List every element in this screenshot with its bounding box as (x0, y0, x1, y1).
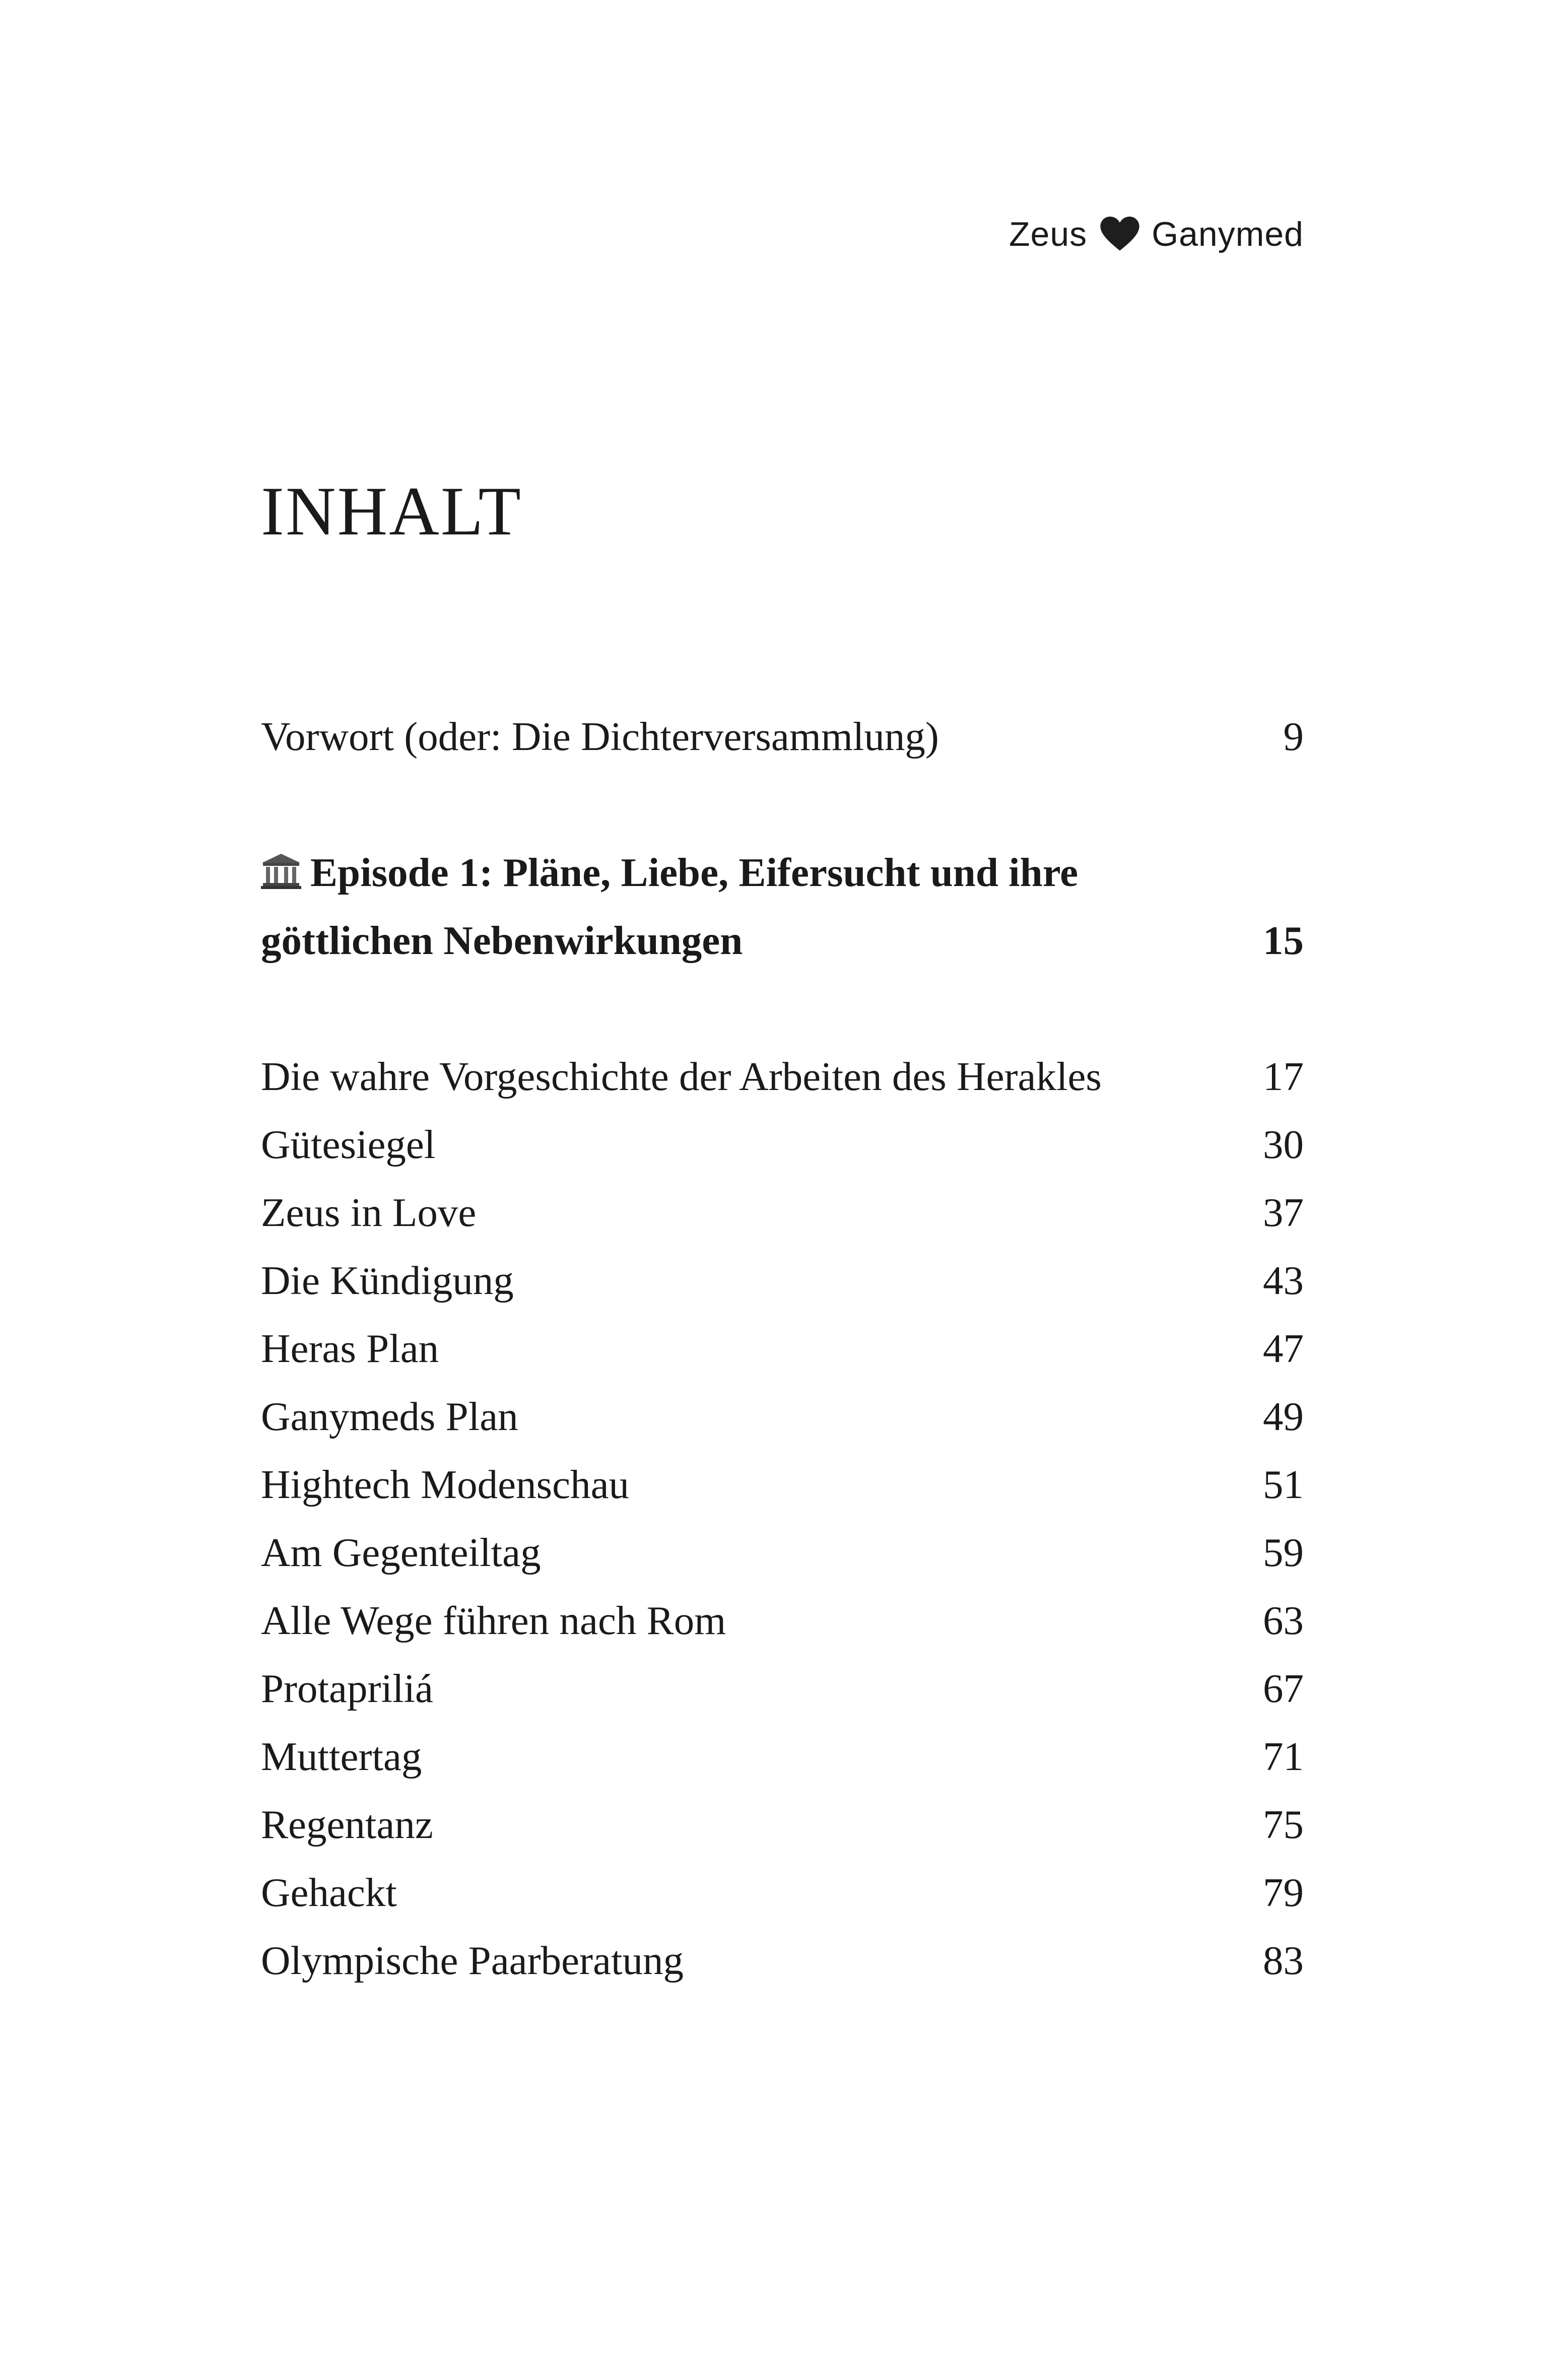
toc-entry-label: Regentanz (261, 1802, 433, 1847)
toc-entry-page: 43 (1263, 1258, 1304, 1303)
toc-entry-label: Am Gegenteiltag (261, 1530, 541, 1575)
episode-title-line2: göttlichen Nebenwirkungen (261, 918, 743, 963)
toc-entry[interactable] (261, 1723, 1304, 1791)
toc-entry-page: 51 (1263, 1462, 1304, 1507)
toc-entry[interactable] (261, 1587, 1304, 1655)
toc-entry-page: 83 (1263, 1938, 1304, 1983)
toc-entry-label: Die Kündigung (261, 1258, 514, 1303)
episode-title-line1: Episode 1: Pläne, Liebe, Eifersucht und ihre (310, 850, 1079, 895)
toc-entry-page: 75 (1263, 1802, 1304, 1847)
toc-entry-page: 49 (1263, 1394, 1304, 1439)
toc-entry-label: Olympische Paarberatung (261, 1938, 684, 1983)
toc-episode-heading[interactable] (261, 839, 1304, 975)
toc-entry-label: Die wahre Vorgeschichte der Arbeiten des Herakles (261, 1054, 1102, 1099)
episode-page: 15 (1263, 918, 1304, 963)
toc-entry[interactable] (261, 1791, 1304, 1859)
toc-entry[interactable] (261, 1179, 1304, 1247)
running-header (1009, 212, 1304, 257)
toc-entry[interactable] (261, 1451, 1304, 1519)
toc-entry-page: 9 (1283, 714, 1304, 759)
toc-entry-label: Gütesiegel (261, 1122, 436, 1167)
toc-entries-list (261, 1043, 1304, 1995)
toc-entry-label: Heras Plan (261, 1326, 439, 1371)
toc-entry-page: 59 (1263, 1530, 1304, 1575)
header-right-text: Ganymed (1152, 215, 1304, 253)
toc-entry[interactable] (261, 1383, 1304, 1451)
toc-entry[interactable] (261, 1859, 1304, 1927)
toc-entry-label: Gehackt (261, 1870, 397, 1915)
toc-entry-label: Vorwort (oder: Die Dichterversammlung) (261, 714, 939, 759)
black-heart-icon (1100, 217, 1139, 252)
toc-entry-label: Zeus in Love (261, 1190, 477, 1235)
toc-entry-page: 37 (1263, 1190, 1304, 1235)
toc-entry[interactable] (261, 1315, 1304, 1383)
classical-building-icon (261, 853, 301, 889)
toc-entry[interactable] (261, 1519, 1304, 1587)
toc-entry-label: Muttertag (261, 1734, 422, 1779)
toc-entry-page: 71 (1263, 1734, 1304, 1779)
toc-entry-page: 63 (1263, 1598, 1304, 1643)
toc-entry[interactable] (261, 1247, 1304, 1315)
toc-entry-page: 47 (1263, 1326, 1304, 1371)
toc-entry-page: 67 (1263, 1666, 1304, 1711)
table-of-contents (261, 703, 1304, 1995)
toc-entry-page: 17 (1263, 1054, 1304, 1099)
toc-entry[interactable] (261, 1927, 1304, 1995)
toc-entry-label: Ganymeds Plan (261, 1394, 518, 1439)
toc-entry[interactable] (261, 1043, 1304, 1111)
toc-entry-label: Hightech Modenschau (261, 1462, 630, 1507)
header-left-text: Zeus (1009, 215, 1088, 253)
page-title: INHALT (261, 472, 522, 550)
toc-entry-page: 79 (1263, 1870, 1304, 1915)
toc-entry-preface[interactable] (261, 703, 1304, 771)
toc-entry[interactable] (261, 1655, 1304, 1723)
toc-entry-label: Alle Wege führen nach Rom (261, 1598, 726, 1643)
toc-entry-page: 30 (1263, 1122, 1304, 1167)
toc-entry[interactable] (261, 1111, 1304, 1179)
toc-entry-label: Protapriliá (261, 1666, 433, 1711)
